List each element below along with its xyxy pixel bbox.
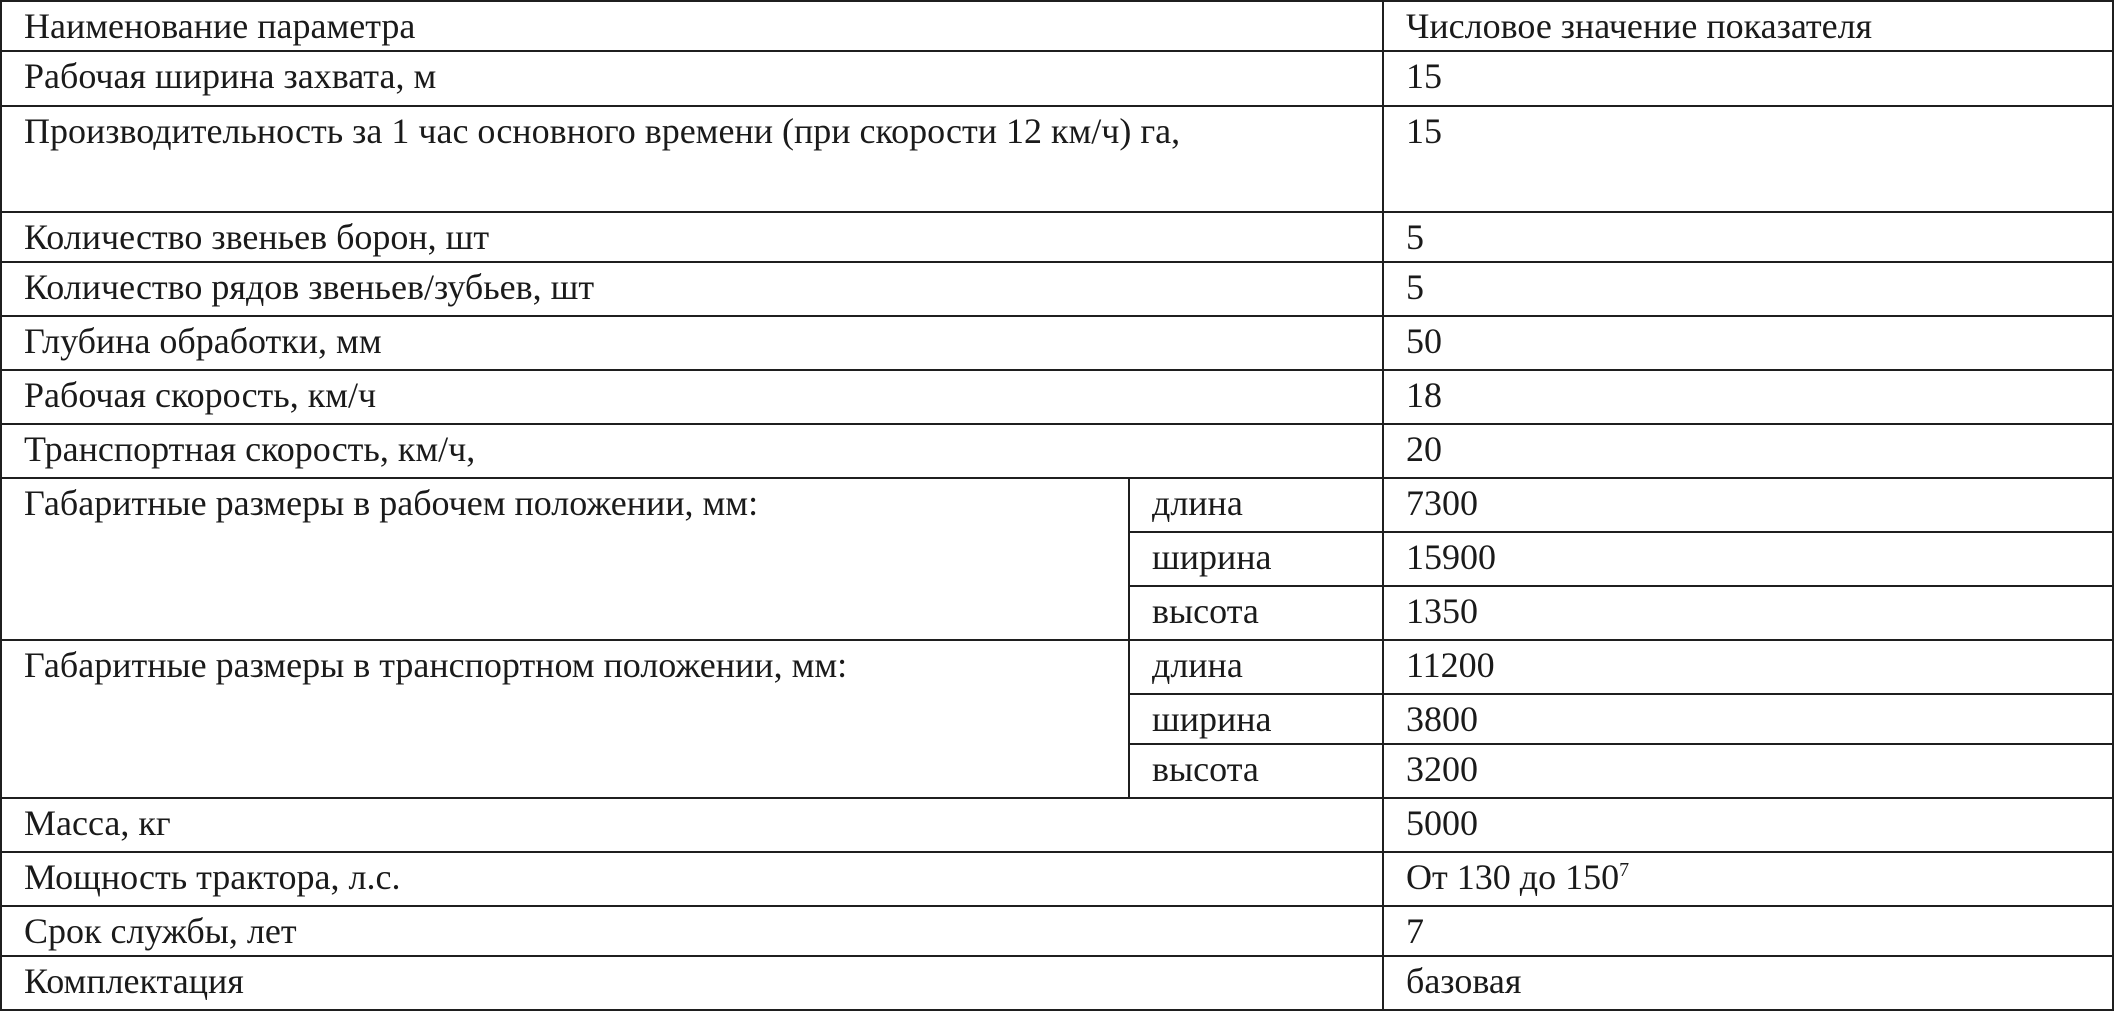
param-label: Количество рядов звеньев/зубьев, шт (1, 262, 1383, 316)
table-row (1, 852, 2113, 906)
table-row (1, 51, 2113, 106)
table-row (1, 370, 2113, 424)
table-row (1, 262, 2113, 316)
param-label: Рабочая ширина захвата, м (1, 51, 1383, 106)
param-value: 20 (1383, 424, 2113, 478)
param-label: Мощность трактора, л.с. (1, 852, 1383, 906)
dimension-label: длина (1129, 478, 1383, 532)
dimension-label: высота (1129, 586, 1383, 640)
table-row (1, 478, 2113, 532)
param-label: Рабочая скорость, км/ч (1, 370, 1383, 424)
param-value: 50 (1383, 316, 2113, 370)
param-label: Комплектация (1, 956, 1383, 1010)
footnote-marker: 7 (1619, 859, 1630, 881)
param-value: От 130 до 150 (1406, 857, 1620, 897)
table-row (1, 640, 2113, 694)
param-value: 5 (1383, 262, 2113, 316)
param-value: 3800 (1383, 694, 2113, 744)
header-value: Числовое значение показателя (1383, 1, 2113, 51)
param-value: 18 (1383, 370, 2113, 424)
dimension-label: высота (1129, 744, 1383, 798)
table-row (1, 956, 2113, 1010)
param-value: 15 (1383, 106, 2113, 212)
param-value: 7 (1383, 906, 2113, 956)
param-value: 1350 (1383, 586, 2113, 640)
table-header-row (1, 1, 2113, 51)
param-value: 3200 (1383, 744, 2113, 798)
param-value-cell (1383, 852, 2113, 906)
table-row (1, 212, 2113, 262)
param-label: Глубина обработки, мм (1, 316, 1383, 370)
param-label: Масса, кг (1, 798, 1383, 852)
param-label: Транспортная скорость, км/ч, (1, 424, 1383, 478)
param-value: 5000 (1383, 798, 2113, 852)
param-label: Срок службы, лет (1, 906, 1383, 956)
param-value: 11200 (1383, 640, 2113, 694)
param-value: 7300 (1383, 478, 2113, 532)
dimension-label: ширина (1129, 694, 1383, 744)
param-label: Габаритные размеры в рабочем положении, мм: (1, 478, 1129, 640)
table-row (1, 424, 2113, 478)
param-value: 5 (1383, 212, 2113, 262)
param-label: Количество звеньев борон, шт (1, 212, 1383, 262)
table-row (1, 906, 2113, 956)
param-value: 15 (1383, 51, 2113, 106)
dimension-label: длина (1129, 640, 1383, 694)
param-value: 15900 (1383, 532, 2113, 586)
header-param: Наименование параметра (1, 1, 1383, 51)
table-row (1, 106, 2113, 212)
table-row (1, 798, 2113, 852)
param-value: базовая (1383, 956, 2113, 1010)
param-label: Производительность за 1 час основного времени (при скорости 12 км/ч) га, (1, 106, 1383, 212)
param-label: Габаритные размеры в транспортном положении, мм: (1, 640, 1129, 798)
dimension-label: ширина (1129, 532, 1383, 586)
table-row (1, 316, 2113, 370)
